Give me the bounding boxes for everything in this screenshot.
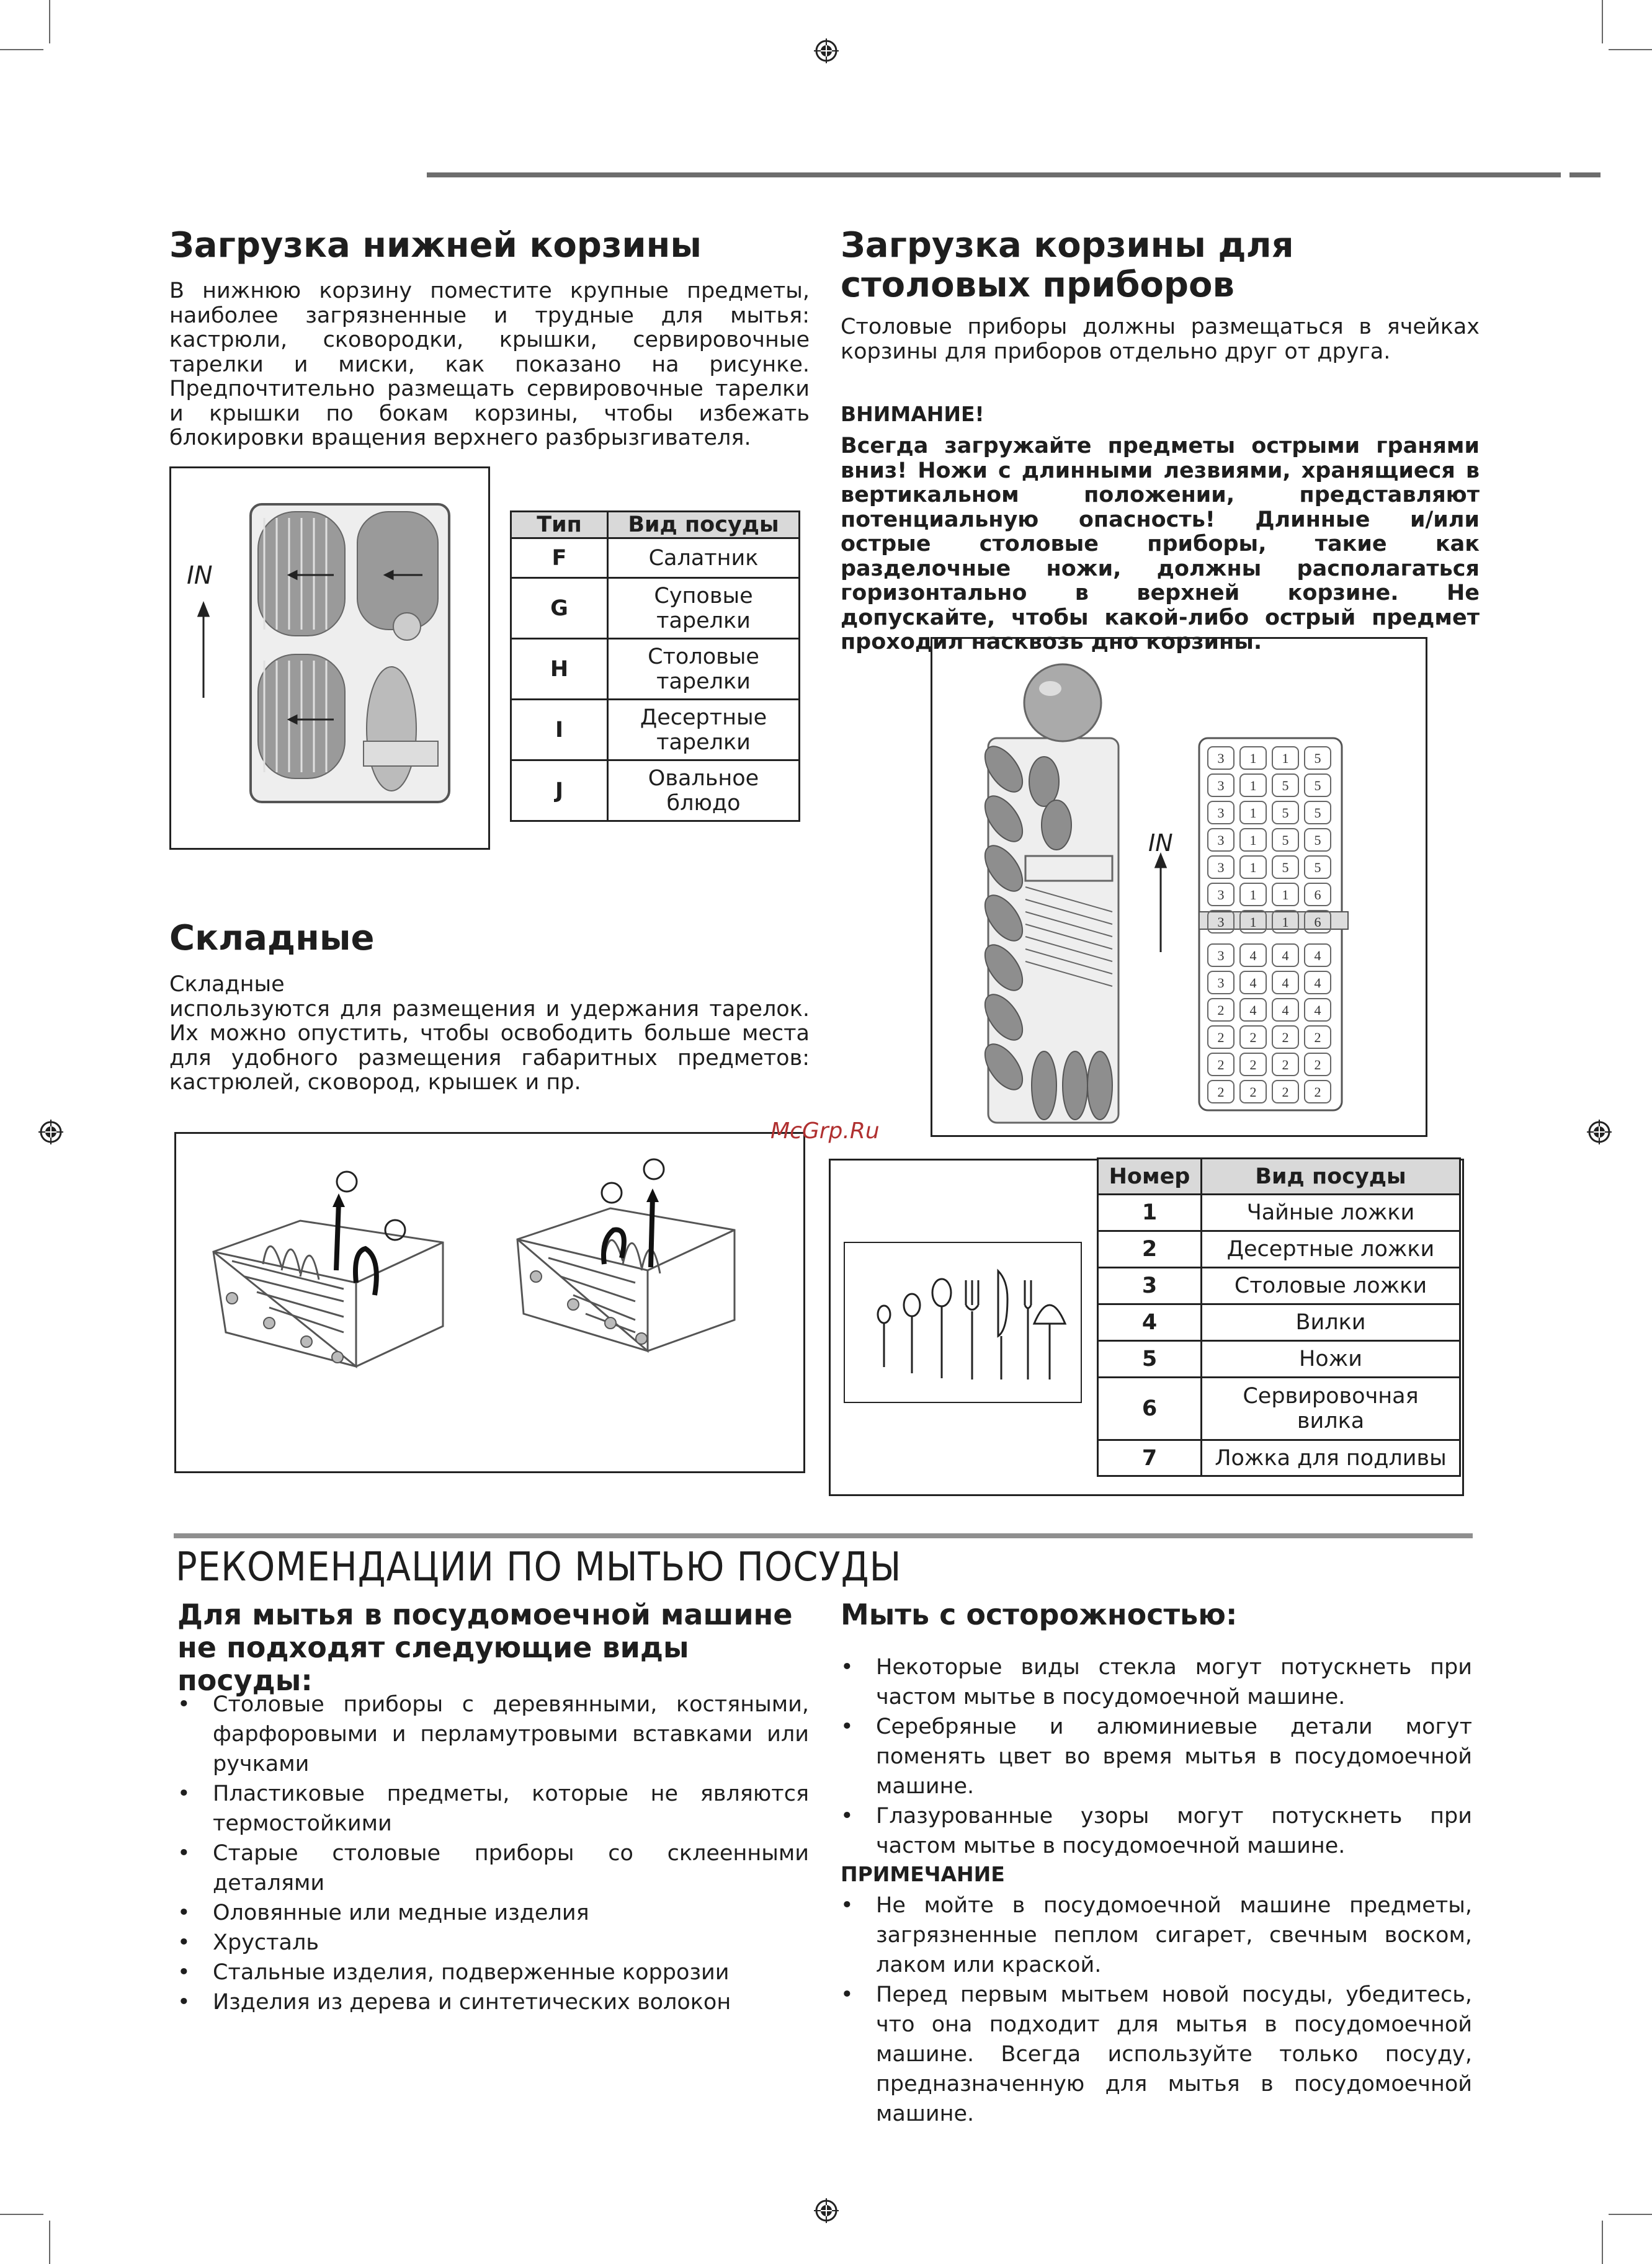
grid-cell-number: 5 bbox=[1282, 778, 1289, 793]
grid-cell-number: 5 bbox=[1282, 860, 1289, 875]
recommend-rule bbox=[174, 1533, 1473, 1538]
table-cell-key: H bbox=[511, 639, 608, 700]
list-item: • Стальные изделия, подверженные коррозии bbox=[177, 1958, 809, 1987]
grid-cell-number: 3 bbox=[1217, 805, 1225, 821]
grid-cell-number: 3 bbox=[1217, 948, 1225, 963]
list-item: • Перед первым мытьем новой посуды, убедитесь, что она подходит для мытья в посудомоечной машине. Всегда используйте только посуду, предназначенную для мытья в посудомоечной машине. bbox=[841, 1980, 1472, 2129]
cutlery-icons-box bbox=[844, 1242, 1082, 1403]
list-item: • Не мойте в посудомоечной машине предметы, загрязненные пеплом сигарет, свечным воском, лаком или краской. bbox=[841, 1891, 1472, 1980]
grid-cell-number: 2 bbox=[1249, 1084, 1257, 1100]
grid-cell-number: 4 bbox=[1314, 948, 1321, 963]
grid-cell-number: 5 bbox=[1314, 778, 1321, 793]
header-rule-tab bbox=[1569, 172, 1601, 177]
table-cell-value: Сервировочная вилка bbox=[1202, 1378, 1460, 1440]
folding-text: используются для размещения и удержания тарелок. Их можно опустить, чтобы освободить больше места для удобного размещения габаритных предметов: кастрюлей, сковород, крышек и пр. bbox=[169, 996, 810, 1095]
folding-text-block bbox=[169, 973, 810, 1095]
table-cell-key: 2 bbox=[1098, 1231, 1202, 1268]
lower-basket-figure bbox=[169, 466, 490, 850]
table-header-row bbox=[1098, 1159, 1460, 1195]
grid-cell-number: 5 bbox=[1282, 805, 1289, 821]
grid-cell-number: 4 bbox=[1282, 1002, 1289, 1018]
grid-cell-number: 2 bbox=[1314, 1030, 1321, 1045]
cutlery-basket-figure bbox=[931, 637, 1427, 1137]
grid-cell-number: 1 bbox=[1249, 860, 1257, 875]
table-cell-key: I bbox=[511, 700, 608, 760]
grid-cell-number: 3 bbox=[1217, 832, 1225, 848]
cutlery-table bbox=[1097, 1157, 1461, 1477]
grid-cell-number: 1 bbox=[1249, 805, 1257, 821]
list-item: • Пластиковые предметы, которые не являются термостойкими bbox=[177, 1779, 809, 1838]
grid-cell-number: 3 bbox=[1217, 860, 1225, 875]
table-row bbox=[511, 639, 800, 700]
grid-cell-number: 5 bbox=[1282, 832, 1289, 848]
cutlery-icons bbox=[845, 1243, 1078, 1399]
grid-cell-number: 1 bbox=[1282, 887, 1289, 902]
grid-cell-number: 1 bbox=[1282, 914, 1289, 930]
lower-basket-illustration bbox=[171, 468, 484, 844]
grid-cell-number: 2 bbox=[1249, 1030, 1257, 1045]
cutlery-in-label: IN bbox=[1148, 829, 1173, 857]
table-cell-value: Ложка для подливы bbox=[1202, 1440, 1460, 1476]
table-header-cell: Вид посуды bbox=[608, 512, 800, 538]
grid-cell-number: 1 bbox=[1249, 887, 1257, 902]
grid-cell-number: 4 bbox=[1282, 975, 1289, 991]
grid-cell-number: 2 bbox=[1314, 1084, 1321, 1100]
cutlery-warning-text: Всегда загружайте предметы острыми гранями вниз! Ножи с длинными лезвиями, хранящиеся в вертикальном положении, представляют потенциальную опасность! Длинные и/или острые столовые приборы, такие как разделочные ножи, должны располагаться горизонтально в верхней корзине. Не допускайте, чтобы какой-либо острый предмет проходил насквозь дно корзины. bbox=[841, 434, 1480, 654]
table-row bbox=[511, 760, 800, 821]
lower-basket-text: В нижнюю корзину поместите крупные предметы, наиболее загрязненные и трудные для мытья: кастрюли, сковородки, крышки, сервировочные тарелки и миски, как показано на рисунке. Предпочтительно размещать сервировочные тарелки и крышки по бокам корзины, чтобы избежать блокировки вращения верхнего разбрызгивателя. bbox=[169, 279, 810, 450]
table-header-cell: Вид посуды bbox=[1202, 1159, 1460, 1195]
grid-cell-number: 2 bbox=[1314, 1057, 1321, 1072]
list-item: • Некоторые виды стекла могут потускнеть при частом мытье в посудомоечной машине. bbox=[841, 1652, 1472, 1712]
grid-cell-number: 4 bbox=[1249, 948, 1257, 963]
table-cell-value: Салатник bbox=[608, 538, 800, 578]
grid-cell-number: 2 bbox=[1217, 1057, 1225, 1072]
table-row bbox=[1098, 1268, 1460, 1304]
table-cell-value: Овальное блюдо bbox=[608, 760, 800, 821]
lower-basket-table bbox=[510, 510, 800, 822]
folding-racks-illustration bbox=[176, 1134, 800, 1468]
cutlery-text: Столовые приборы должны размещаться в ячейках корзины для приборов отдельно друг от друга. bbox=[841, 314, 1480, 364]
list-item: • Оловянные или медные изделия bbox=[177, 1898, 809, 1928]
grid-cell-number: 4 bbox=[1282, 948, 1289, 963]
lower-basket-in-label: IN bbox=[187, 561, 213, 590]
list-item: • Старые столовые приборы со склеенными деталями bbox=[177, 1838, 809, 1898]
grid-cell-number: 2 bbox=[1249, 1057, 1257, 1072]
registration-mark-bottom bbox=[814, 2198, 839, 2223]
note-list bbox=[841, 1891, 1472, 2129]
table-cell-value: Столовые тарелки bbox=[608, 639, 800, 700]
table-cell-key: 7 bbox=[1098, 1440, 1202, 1476]
list-item: • Изделия из дерева и синтетических волокон bbox=[177, 1987, 809, 2017]
folding-title: Складные bbox=[169, 918, 375, 958]
grid-cell-number: 2 bbox=[1282, 1057, 1289, 1072]
table-row bbox=[1098, 1440, 1460, 1476]
grid-cell-number: 2 bbox=[1217, 1002, 1225, 1018]
table-cell-key: 4 bbox=[1098, 1304, 1202, 1341]
grid-cell-number: 5 bbox=[1314, 832, 1321, 848]
grid-cell-number: 3 bbox=[1217, 778, 1225, 793]
table-cell-key: 3 bbox=[1098, 1268, 1202, 1304]
list-item: • Хрусталь bbox=[177, 1928, 809, 1958]
grid-cell-number: 4 bbox=[1314, 1002, 1321, 1018]
table-cell-value: Десертные тарелки bbox=[608, 700, 800, 760]
lower-basket-title: Загрузка нижней корзины bbox=[169, 225, 702, 265]
unsuitable-title: Для мытья в посудомоечной машине не подходят следующие виды посуды: bbox=[177, 1598, 793, 1697]
note-title: ПРИМЕЧАНИЕ bbox=[841, 1862, 1005, 1886]
table-cell-value: Чайные ложки bbox=[1202, 1195, 1460, 1231]
watermark: McGrp.Ru bbox=[770, 1118, 880, 1144]
recommend-title: РЕКОМЕНДАЦИИ ПО МЫТЬЮ ПОСУДЫ bbox=[176, 1544, 902, 1590]
table-cell-value: Вилки bbox=[1202, 1304, 1460, 1341]
table-header-cell: Номер bbox=[1098, 1159, 1202, 1195]
grid-cell-number: 4 bbox=[1249, 1002, 1257, 1018]
grid-cell-number: 1 bbox=[1249, 832, 1257, 848]
grid-cell-number: 4 bbox=[1249, 975, 1257, 991]
grid-cell-number: 6 bbox=[1314, 887, 1321, 902]
table-row bbox=[1098, 1341, 1460, 1378]
list-item: • Глазурованные узоры могут потускнеть при частом мытье в посудомоечной машине. bbox=[841, 1801, 1472, 1861]
table-row bbox=[1098, 1231, 1460, 1268]
grid-cell-number: 2 bbox=[1282, 1084, 1289, 1100]
table-row bbox=[1098, 1195, 1460, 1231]
careful-list bbox=[841, 1652, 1472, 1861]
folding-line1: Складные bbox=[169, 972, 285, 997]
grid-cell-number: 3 bbox=[1217, 887, 1225, 902]
table-cell-key: 1 bbox=[1098, 1195, 1202, 1231]
grid-cell-number: 5 bbox=[1314, 751, 1321, 766]
grid-cell-number: 6 bbox=[1314, 914, 1321, 930]
table-cell-value: Суповые тарелки bbox=[608, 578, 800, 639]
table-row bbox=[511, 538, 800, 578]
table-cell-value: Ножи bbox=[1202, 1341, 1460, 1378]
grid-cell-number: 2 bbox=[1217, 1030, 1225, 1045]
cutlery-basket-illustration bbox=[932, 639, 1422, 1131]
header-rule bbox=[427, 172, 1561, 177]
grid-cell-number: 2 bbox=[1282, 1030, 1289, 1045]
grid-cell-number: 3 bbox=[1217, 914, 1225, 930]
registration-mark-top bbox=[814, 38, 839, 63]
table-cell-key: J bbox=[511, 760, 608, 821]
table-cell-key: 5 bbox=[1098, 1341, 1202, 1378]
registration-mark-right bbox=[1587, 1120, 1612, 1144]
table-cell-value: Столовые ложки bbox=[1202, 1268, 1460, 1304]
grid-cell-number: 2 bbox=[1217, 1084, 1225, 1100]
grid-cell-number: 1 bbox=[1249, 778, 1257, 793]
grid-cell-number: 4 bbox=[1314, 975, 1321, 991]
grid-cell-number: 5 bbox=[1314, 805, 1321, 821]
folding-racks-figure bbox=[174, 1132, 805, 1473]
cutlery-warning-title: ВНИМАНИЕ! bbox=[841, 402, 985, 426]
table-cell-key: F bbox=[511, 538, 608, 578]
table-row bbox=[511, 700, 800, 760]
grid-cell-number: 3 bbox=[1217, 975, 1225, 991]
table-cell-key: G bbox=[511, 578, 608, 639]
table-cell-key: 6 bbox=[1098, 1378, 1202, 1440]
list-item: • Столовые приборы с деревянными, костяными, фарфоровыми и перламутровыми вставками или ручками bbox=[177, 1690, 809, 1779]
careful-title: Мыть с осторожностью: bbox=[841, 1598, 1238, 1631]
table-row bbox=[511, 578, 800, 639]
grid-cell-number: 5 bbox=[1314, 860, 1321, 875]
cutlery-title: Загрузка корзины для столовых приборов bbox=[841, 225, 1294, 305]
table-header-cell: Тип bbox=[511, 512, 608, 538]
table-header-row bbox=[511, 512, 800, 538]
unsuitable-list bbox=[177, 1690, 809, 2017]
grid-cell-number: 3 bbox=[1217, 751, 1225, 766]
registration-mark-left bbox=[38, 1120, 63, 1144]
grid-cell-number: 1 bbox=[1249, 751, 1257, 766]
table-row bbox=[1098, 1304, 1460, 1341]
grid-cell-number: 1 bbox=[1249, 914, 1257, 930]
table-cell-value: Десертные ложки bbox=[1202, 1231, 1460, 1268]
table-row bbox=[1098, 1378, 1460, 1440]
grid-cell-number: 1 bbox=[1282, 751, 1289, 766]
list-item: • Серебряные и алюминиевые детали могут поменять цвет во время мытья в посудомоечной машине. bbox=[841, 1712, 1472, 1801]
